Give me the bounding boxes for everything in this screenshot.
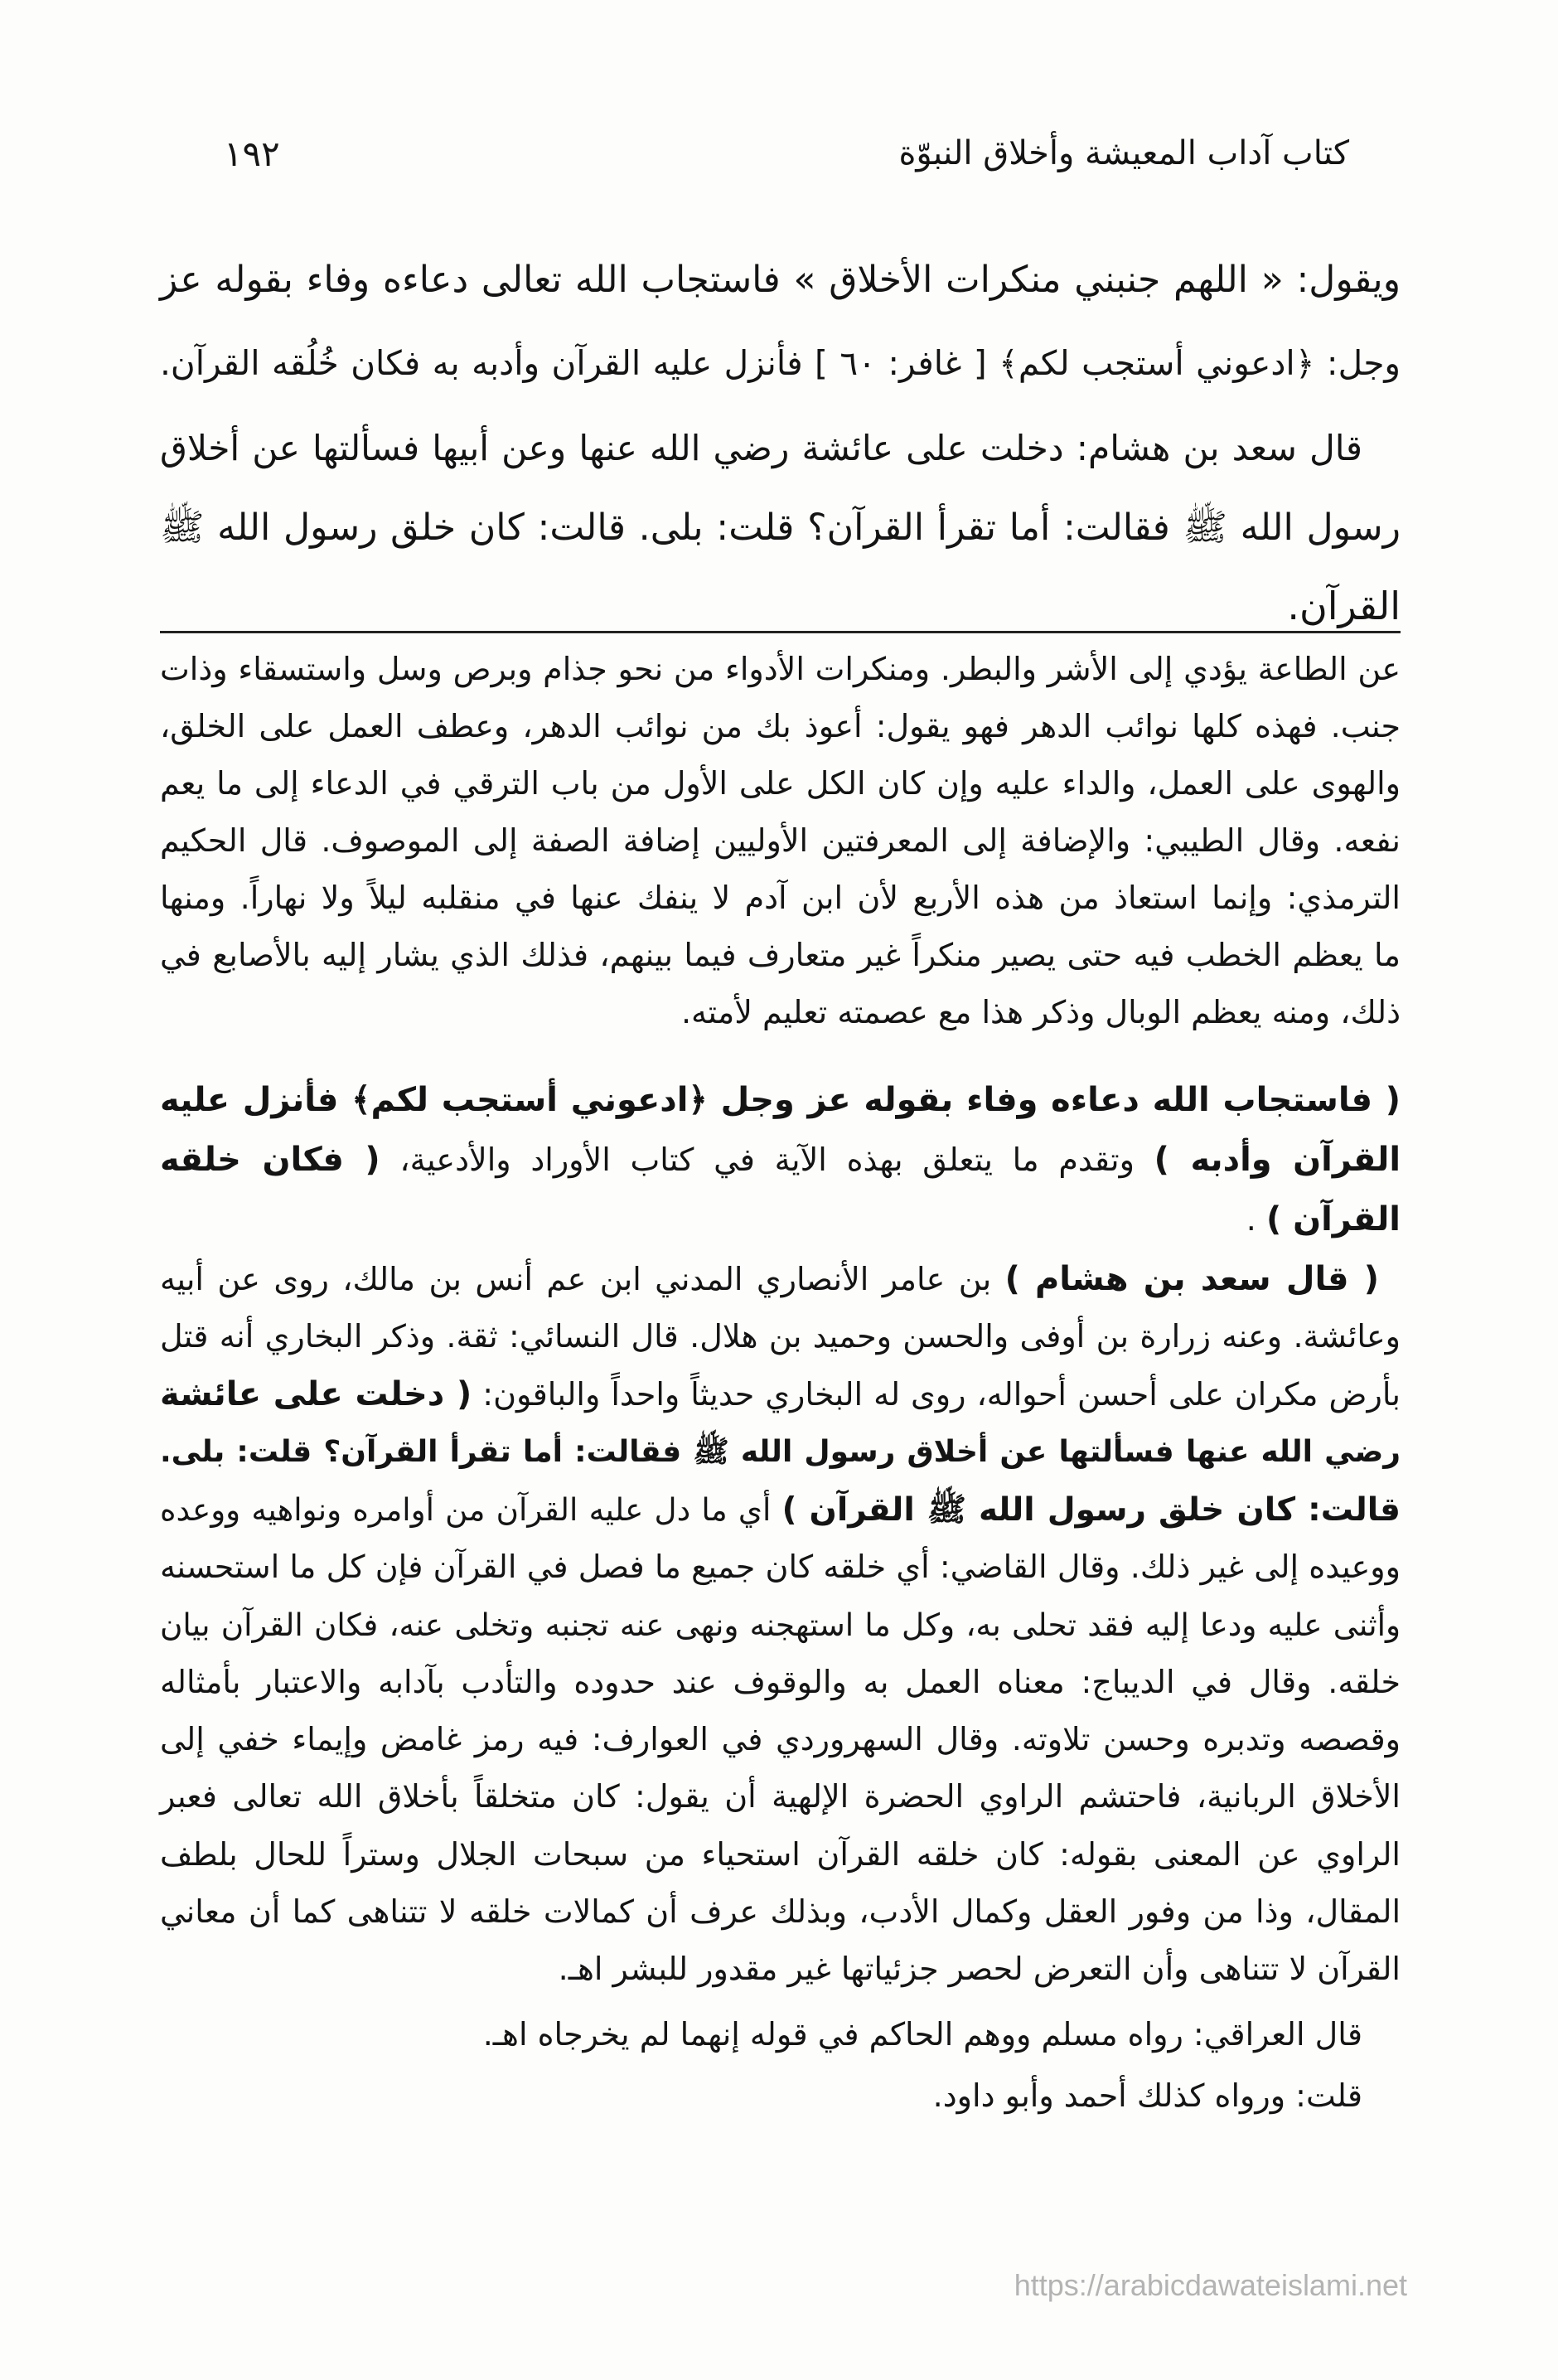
text-line: [160, 1423, 1401, 1481]
text-segment: رسول الله ﷺ فقالت: أما تقرأ القرآن؟ قلت: بلى. قالت: كان خلق رسول الله ﷺ: [160, 507, 1401, 549]
line-content: [160, 937, 1401, 973]
text-segment: ذلك، ومنه يعظم الوبال وذكر هذا مع عصمته تعليم لأمته.: [680, 994, 1401, 1030]
text-line: [160, 870, 1401, 927]
text-segment: ووعيده إلى غير ذلك. وقال القاضي: أي خلقه كان جميع ما فصل في القرآن فإن كل ما استحسنه: [160, 1549, 1401, 1586]
line-content: [160, 259, 1401, 301]
line-content: [160, 1082, 1401, 1118]
line-content: [160, 1142, 1401, 1178]
text-segment: وأثنى عليه ودعا إليه فقد تحلى به، وكل ما استهجنه ونهى عنه تجنبه وتخلى عنه، فكان القرآن بيان: [160, 1606, 1401, 1643]
bold-text-segment: ( دخلت على عائشة: [160, 1374, 472, 1413]
text-segment: .: [1246, 1201, 1266, 1238]
text-line: [160, 1654, 1401, 1711]
text-segment: وقصصه وتدبره وحسن تلاوته. وقال السهروردي في العوارف: فيه رمز غامض وإيماء خفي إلى: [160, 1721, 1401, 1757]
line-content: [160, 1376, 1401, 1413]
bold-text-segment: ( قال سعد بن هشام ): [1004, 1260, 1379, 1298]
line-content: [160, 880, 1401, 916]
line-content: [160, 429, 1362, 469]
text-line: [160, 698, 1401, 755]
text-line: [160, 641, 1401, 698]
line-content: [160, 343, 1401, 383]
text-line: [160, 410, 1401, 488]
line-content: [160, 1318, 1401, 1355]
line-content: [160, 1721, 1401, 1757]
text-segment: الأخلاق الربانية، فاحتشم الراوي الحضرة الإلهية أن يقول: كان متخلقاً بأخلاق الله تعالى فعبر: [160, 1778, 1401, 1815]
text-line: [160, 567, 1401, 646]
line-content: [681, 994, 1401, 1030]
commentary-paragraph: [160, 2066, 1401, 2126]
text-line: [160, 755, 1401, 812]
text-line: [160, 1366, 1401, 1423]
text-segment: وجل: ﴿ادعوني أستجب لكم﴾ [ غافر: ٦٠ ] فأنزل عليه القرآن وأدبه به فكان خُلُقه القرآن.: [160, 343, 1401, 383]
text-segment: بن عامر الأنصاري المدني ابن عم أنس بن مالك، روى عن أبيه: [160, 1261, 1005, 1297]
main-paragraph: [160, 239, 1401, 405]
bold-text-segment: قالت: كان خلق رسول الله ﷺ القرآن ): [781, 1491, 1401, 1529]
text-line: [160, 1130, 1401, 1190]
line-content: [160, 1436, 1401, 1469]
commentary-paragraph: [160, 2004, 1401, 2064]
text-line: [160, 239, 1401, 322]
text-segment: القرآن.: [1287, 584, 1401, 628]
text-segment: وعائشة. وعنه زرارة بن أوفى والحسن وحميد بن هلال. قال النسائي: ثقة. وذكر البخاري أنه قتل: [160, 1318, 1401, 1355]
bold-text-segment: ( فكان خلقه: [160, 1141, 380, 1179]
line-content: [160, 765, 1401, 802]
page-header: [224, 124, 1349, 182]
text-segment: قال العراقي: رواه مسلم ووهم الحاكم في قوله إنهما لم يخرجاه اهـ.: [482, 2016, 1362, 2053]
commentary-paragraph: [160, 641, 1401, 1041]
line-content: [160, 1778, 1401, 1815]
text-line: [160, 1190, 1401, 1249]
bold-text-segment: القرآن وأدبه ): [1154, 1141, 1401, 1179]
bold-text-segment: القرآن ): [1265, 1200, 1401, 1238]
text-line: [160, 1251, 1401, 1308]
text-line: [160, 1711, 1401, 1768]
text-line: [160, 984, 1401, 1041]
page-number: ١٩٢: [224, 133, 280, 174]
footnote-separator-rule: [160, 631, 1401, 633]
text-line: [160, 812, 1401, 870]
text-line: [160, 488, 1401, 567]
text-line: [160, 1883, 1401, 1941]
line-content: [160, 651, 1401, 687]
text-line: [160, 1308, 1401, 1365]
line-content: [160, 1607, 1401, 1643]
text-segment: القرآن لا تتناهى وأن التعرض لحصر جزئياتها غير مقدور للبشر اهـ.: [558, 1951, 1401, 1987]
watermark-url: https://arabicdawateislami.net: [1014, 2268, 1407, 2302]
text-segment: ويقول: « اللهم جنبني منكرات الأخلاق » فاستجاب الله تعالى دعاءه وفاء بقوله عز: [160, 259, 1401, 301]
line-content: [160, 1261, 1379, 1297]
text-line: [160, 1826, 1401, 1883]
text-segment: أي ما دل عليه القرآن من أوامره ونواهيه ووعده: [160, 1491, 782, 1528]
commentary-paragraph: [160, 1251, 1401, 1998]
text-segment: قلت: ورواه كذلك أحمد وأبو داود.: [932, 2077, 1362, 2114]
line-content: [160, 1836, 1401, 1873]
text-line: [160, 1481, 1401, 1539]
text-segment: ما يعظم الخطب فيه حتى يصير منكراً غير متعارف فيما بينهم، فذلك الذي يشار إليه بالأصابع في: [160, 937, 1401, 973]
text-line: [160, 322, 1401, 405]
text-line: [160, 1768, 1401, 1825]
book-title: كتاب آداب المعيشة وأخلاق النبوّة: [898, 134, 1349, 172]
text-line: [160, 2066, 1401, 2126]
line-content: [483, 2016, 1362, 2053]
text-line: [160, 1941, 1401, 1998]
line-content: [160, 1491, 1401, 1528]
text-line: [160, 1070, 1401, 1130]
line-content: [1287, 584, 1401, 628]
bold-text-segment: ( فاستجاب الله دعاءه وفاء بقوله عز وجل ﴿ادعوني أستجب لكم﴾ فأنزل عليه: [160, 1081, 1401, 1119]
text-segment: وتقدم ما يتعلق بهذه الآية في كتاب الأوراد والأدعية،: [380, 1142, 1154, 1178]
text-segment: المقال، وذا من وفور العقل وكمال الأدب، وبذلك عرف أن كمالات خلقه لا تتناهى كما أن معاني: [160, 1893, 1401, 1930]
line-content: [933, 2077, 1362, 2114]
line-content: [160, 822, 1401, 859]
text-segment: عن الطاعة يؤدي إلى الأشر والبطر. ومنكرات الأدواء من نحو جذام وبرص وسل واستسقاء وذات: [160, 651, 1401, 687]
line-content: [160, 708, 1401, 744]
text-line: [160, 1597, 1401, 1654]
text-line: [160, 2004, 1401, 2064]
main-paragraph: [160, 410, 1401, 646]
text-segment: خلقه. وقال في الديباج: معناه العمل به والوقوف عند حدوده والتأدب بآدابه والاعتبار بأمثاله: [160, 1663, 1401, 1700]
text-segment: الراوي عن المعنى بقوله: كان خلقه القرآن استحياء من سبحات الجلال وستراً للحال بلطف: [160, 1835, 1401, 1873]
line-content: [160, 1549, 1401, 1585]
line-content: [160, 507, 1401, 549]
text-line: [160, 927, 1401, 984]
bold-text-segment: رضي الله عنها فسألتها عن أخلاق رسول الله ﷺ فقالت: أما تقرأ القرآن؟ قلت: بلى.: [160, 1434, 1401, 1469]
text-line: [160, 1539, 1401, 1596]
text-segment: جنب. فهذه كلها نوائب الدهر فهو يقول: أعوذ بك من نوائب الدهر، وعطف العمل على الخلق،: [160, 708, 1401, 744]
text-segment: الترمذي: وإنما استعاذ من هذه الأربع لأن ابن آدم لا ينفك عنها في منقلبه ليلاً ولا نهاراً. ومنها: [160, 880, 1401, 916]
text-segment: قال سعد بن هشام: دخلت على عائشة رضي الله عنها وعن أبيها فسألتها عن أخلاق: [160, 429, 1362, 469]
text-segment: والهوى على العمل، والداء عليه وإن كان الكل على الأول من باب الترقي في الدعاء إلى ما يعم: [160, 765, 1401, 802]
commentary-paragraph: [160, 1070, 1401, 1249]
line-content: [559, 1951, 1401, 1987]
text-segment: بأرض مكران على أحسن أحواله، روى له البخاري حديثاً واحداً والباقون:: [472, 1375, 1401, 1413]
line-content: [160, 1664, 1401, 1700]
line-content: [1246, 1201, 1401, 1238]
text-segment: نفعه. وقال الطيبي: والإضافة إلى المعرفتين الأوليين إضافة الصفة إلى الموصوف. قال الحكيم: [160, 822, 1401, 859]
line-content: [160, 1893, 1401, 1930]
